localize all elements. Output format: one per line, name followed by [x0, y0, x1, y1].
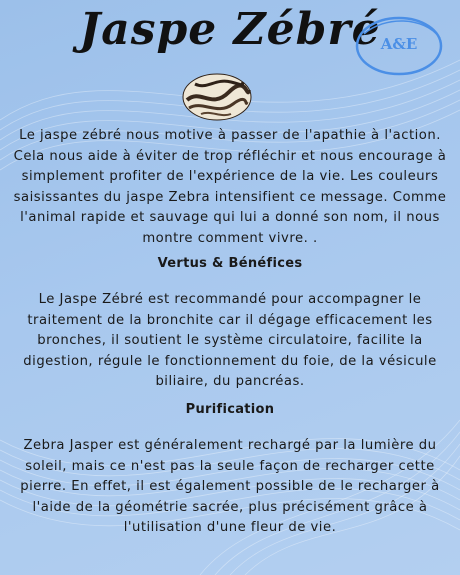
- section-heading-purification: Purification: [185, 402, 275, 417]
- intro-paragraph: Le jaspe zébré nous motive à passer de l'apathie à l'action. Cela nous aide à éviter de trop réfléchir et nous encourage à simplement profiter de l'expérience de la vie. Les couleurs saisissantes du jaspe Zebra intensifient ce message. Comme l'animal rapide et sauvage qui lui a donné son nom, il nous montre comment vivre. .: [13, 128, 447, 246]
- page-title: Jaspe Zébré: [79, 4, 381, 55]
- section-heading-virtues: Vertus & Bénéfices: [157, 256, 303, 271]
- logo-text: A&E: [380, 35, 418, 53]
- purification-paragraph: Zebra Jasper est généralement rechargé par la lumière du soleil, mais ce n'est pas la seule façon de recharger cette pierre. En effet, il est également possible de le recharger à l'aide de la géométrie sacrée, plus précisément grâce à l'utilisation d'une fleur de vie.: [20, 438, 440, 535]
- virtues-paragraph: Le Jaspe Zébré est recommandé pour accompagner le traitement de la bronchite car il dégage efficacement les bronches, il soutient le système circulatoire, facilite la digestion, régule le fonctionnement du foie, de la vésicule biliaire, du pancréas.: [23, 292, 437, 389]
- zebra-jasper-stone-image: [181, 70, 253, 122]
